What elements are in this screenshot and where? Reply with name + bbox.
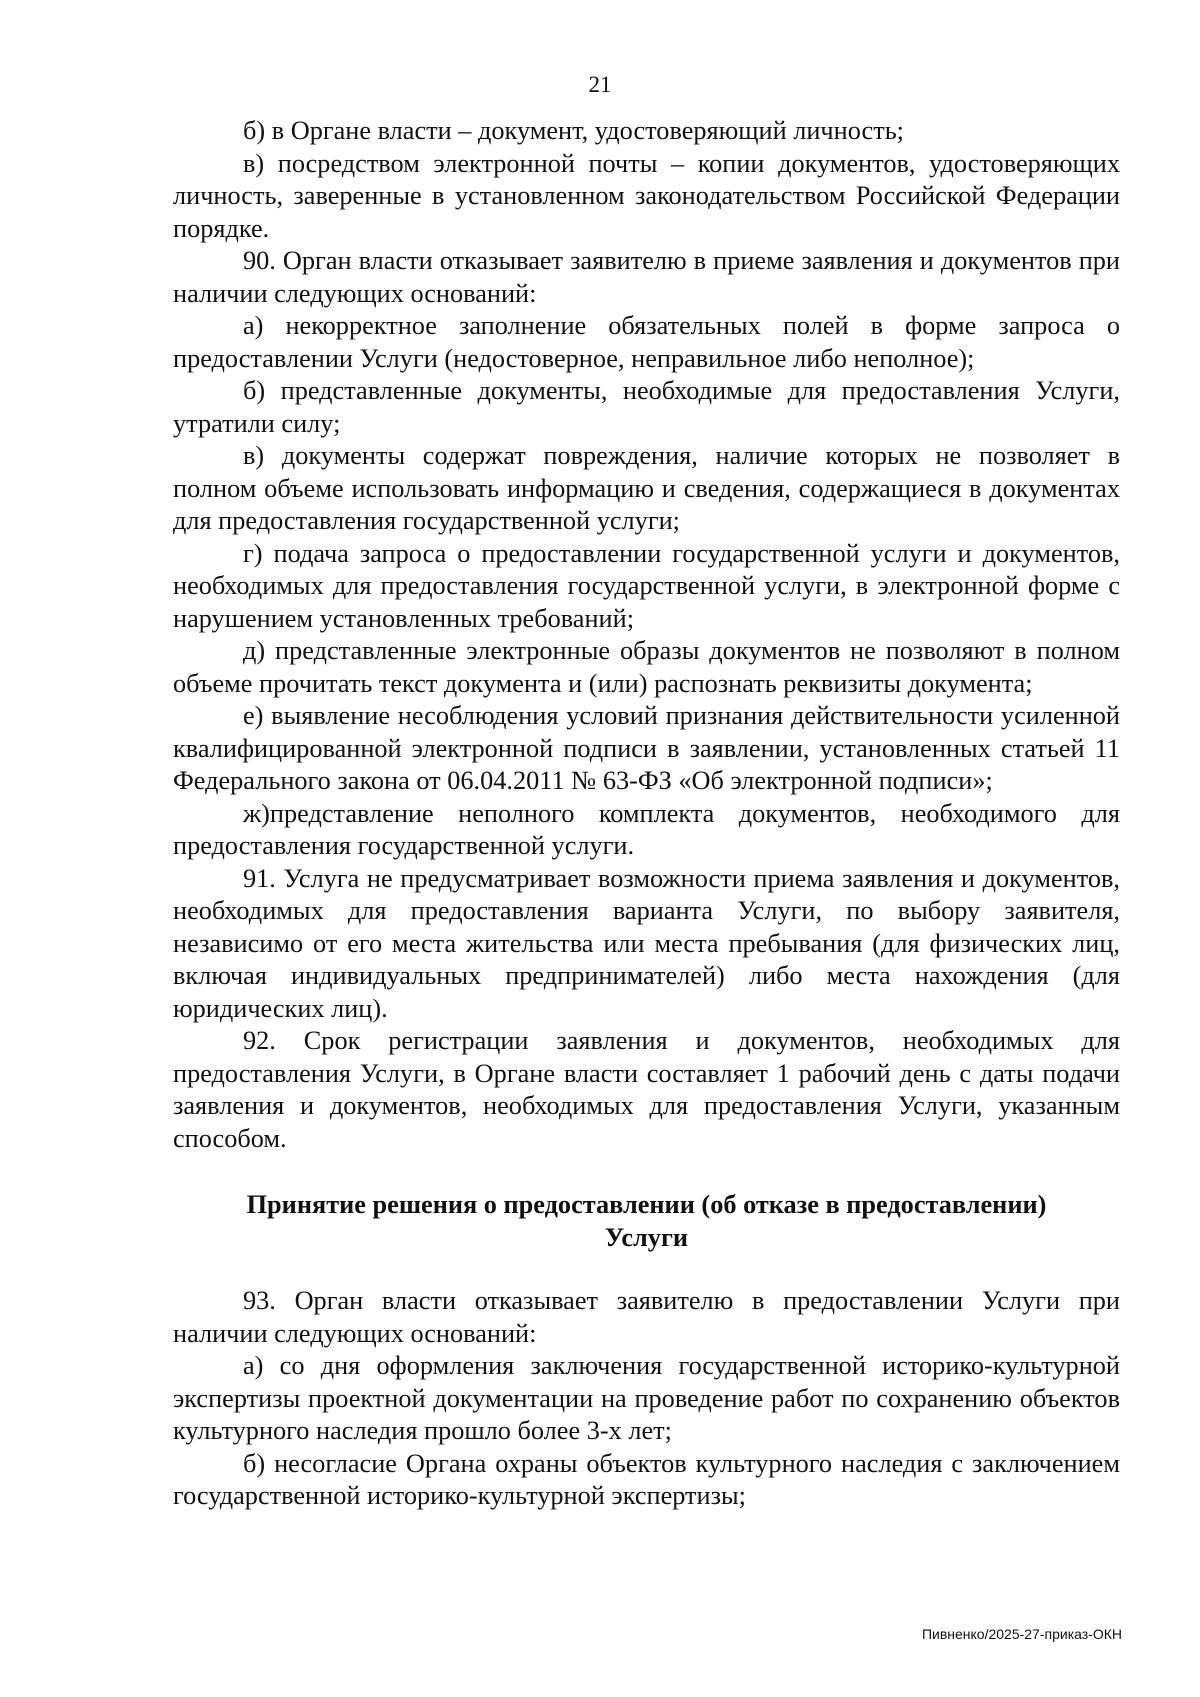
paragraph: б) в Органе власти – документ, удостоверяющий личность; [243,116,904,145]
paragraph: 92. Срок регистрации заявления и документов, необходимых для предоставления Услуги, в Органе власти составляет 1 рабочий день с даты подачи заявления и документов, необходимых для предоставления Услуги, указанным способом. [173,1026,1120,1153]
paragraph: в) документы содержат повреждения, наличие которых не позволяет в полном объеме использовать информацию и сведения, содержащиеся в документах для предоставления государственной услуги; [173,441,1120,535]
section-heading-line: Услуги [604,1222,689,1252]
paragraph: 90. Орган власти отказывает заявителю в приеме заявления и документов при наличии следующих оснований: [173,246,1120,308]
document-code-footer: Пивненко/2025-27-приказ-ОКН [921,1626,1122,1642]
paragraph: е) выявление несоблюдения условий признания действительности усиленной квалифицированной электронной подписи в заявлении, установленных статьей 11 Федерального закона от 06.04.2011 № 63-ФЗ «Об электронной подписи»; [173,701,1120,795]
paragraph: д) представленные электронные образы документов не позволяют в полном объеме прочитать текст документа и (или) распознать реквизиты документа; [173,636,1120,698]
paragraph: г) подача запроса о предоставлении государственной услуги и документов, необходимых для предоставления государственной услуги, в электронной форме с нарушением установленных требований; [173,538,1120,633]
document-body [173,115,1120,1513]
paragraph: а) со дня оформления заключения государственной историко-культурной экспертизы проектной документации на проведение работ по сохранению объектов культурного наследия прошло более 3-х лет; [173,1351,1120,1445]
paragraph: а) некорректное заполнение обязательных полей в форме запроса о предоставлении Услуги (недостоверное, неправильное либо неполное); [173,311,1120,373]
paragraph: 91. Услуга не предусматривает возможности приема заявления и документов, необходимых для предоставления варианта Услуги, по выбору заявителя, независимо от его места жительства или места пребывания (для физических лиц, включая индивидуальных предпринимателей) либо места нахождения (для юридических лиц). [173,863,1120,1023]
paragraph: в) посредством электронной почты – копии документов, удостоверяющих личность, заверенные в установленном законодательством Российской Федерации порядке. [173,148,1120,243]
paragraph: 93. Орган власти отказывает заявителю в предоставлении Услуги при наличии следующих оснований: [173,1286,1120,1348]
section-heading [173,1189,1120,1254]
paragraph: б) представленные документы, необходимые для предоставления Услуги, утратили силу; [173,376,1120,438]
paragraph: б) несогласие Органа охраны объектов культурного наследия с заключением государственной историко-культурной экспертизы; [173,1448,1120,1510]
paragraph: ж)представление неполного комплекта документов, необходимого для предоставления государственной услуги. [173,798,1120,860]
section-heading-line: Принятие решения о предоставлении (об отказе в предоставлении) [246,1190,1047,1219]
page-number: 21 [588,72,612,97]
